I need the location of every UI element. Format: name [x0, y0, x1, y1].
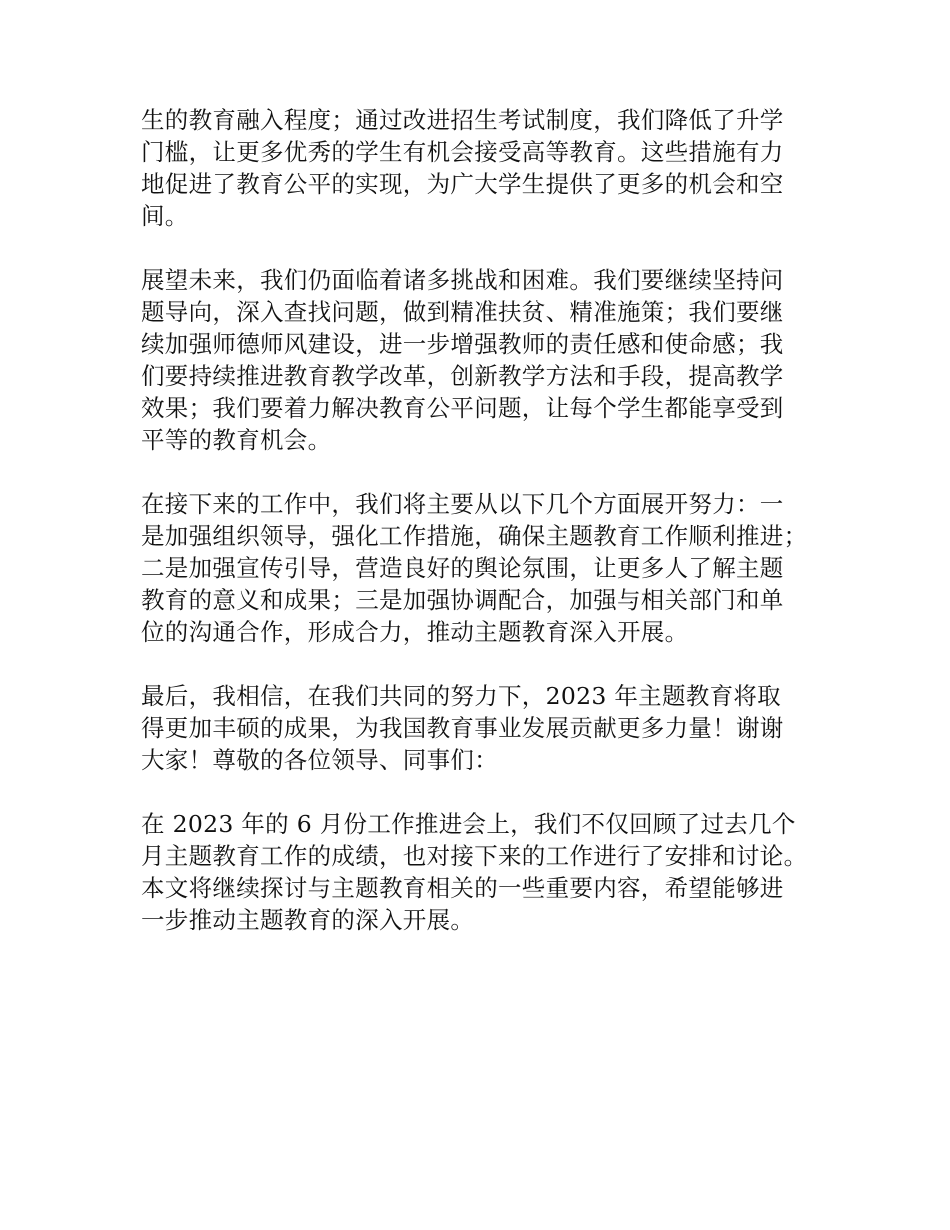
text-line: 展望未来，我们仍面临着诸多挑战和困难。我们要继续坚持问 — [141, 266, 784, 294]
text-line: 二是加强宣传引导，营造良好的舆论氛围，让更多人了解主题 — [141, 554, 784, 582]
text-line: 门槛，让更多优秀的学生有机会接受高等教育。这些措施有力 — [141, 138, 784, 166]
document-body — [141, 104, 831, 968]
text-line: 平等的教育机会。 — [141, 426, 332, 454]
text-line: 续加强师德师风建设，进一步增强教师的责任感和使命感；我 — [141, 330, 784, 358]
text-line: 效果；我们要着力解决教育公平问题，让每个学生都能享受到 — [141, 394, 784, 422]
text-line: 在 2023 年的 6 月份工作推进会上，我们不仅回顾了过去几个 — [141, 810, 796, 838]
text-line: 们要持续推进教育教学改革，创新教学方法和手段，提高教学 — [141, 362, 784, 390]
paragraph-4 — [141, 680, 831, 776]
paragraph-1 — [141, 104, 831, 232]
text-line: 月主题教育工作的成绩，也对接下来的工作进行了安排和讨论。 — [141, 842, 808, 870]
text-line: 地促进了教育公平的实现，为广大学生提供了更多的机会和空 — [141, 170, 784, 198]
text-line: 得更加丰硕的成果，为我国教育事业发展贡献更多力量！谢谢 — [141, 714, 784, 742]
text-line: 是加强组织领导，强化工作措施，确保主题教育工作顺利推进； — [141, 522, 808, 550]
text-line: 间。 — [141, 202, 189, 230]
text-line: 题导向，深入查找问题，做到精准扶贫、精准施策；我们要继 — [141, 298, 784, 326]
paragraph-5 — [141, 808, 831, 936]
text-line: 在接下来的工作中，我们将主要从以下几个方面展开努力：一 — [141, 490, 784, 518]
text-line: 大家！尊敬的各位领导、同事们： — [141, 746, 498, 774]
paragraph-2 — [141, 264, 831, 456]
text-line: 本文将继续探讨与主题教育相关的一些重要内容，希望能够进 — [141, 874, 784, 902]
text-line: 生的教育融入程度；通过改进招生考试制度，我们降低了升学 — [141, 106, 784, 134]
text-line: 教育的意义和成果；三是加强协调配合，加强与相关部门和单 — [141, 586, 784, 614]
text-line: 一步推动主题教育的深入开展。 — [141, 906, 475, 934]
paragraph-3 — [141, 488, 831, 648]
text-line: 位的沟通合作，形成合力，推动主题教育深入开展。 — [141, 618, 689, 646]
text-line: 最后，我相信，在我们共同的努力下，2023 年主题教育将取 — [141, 682, 781, 710]
